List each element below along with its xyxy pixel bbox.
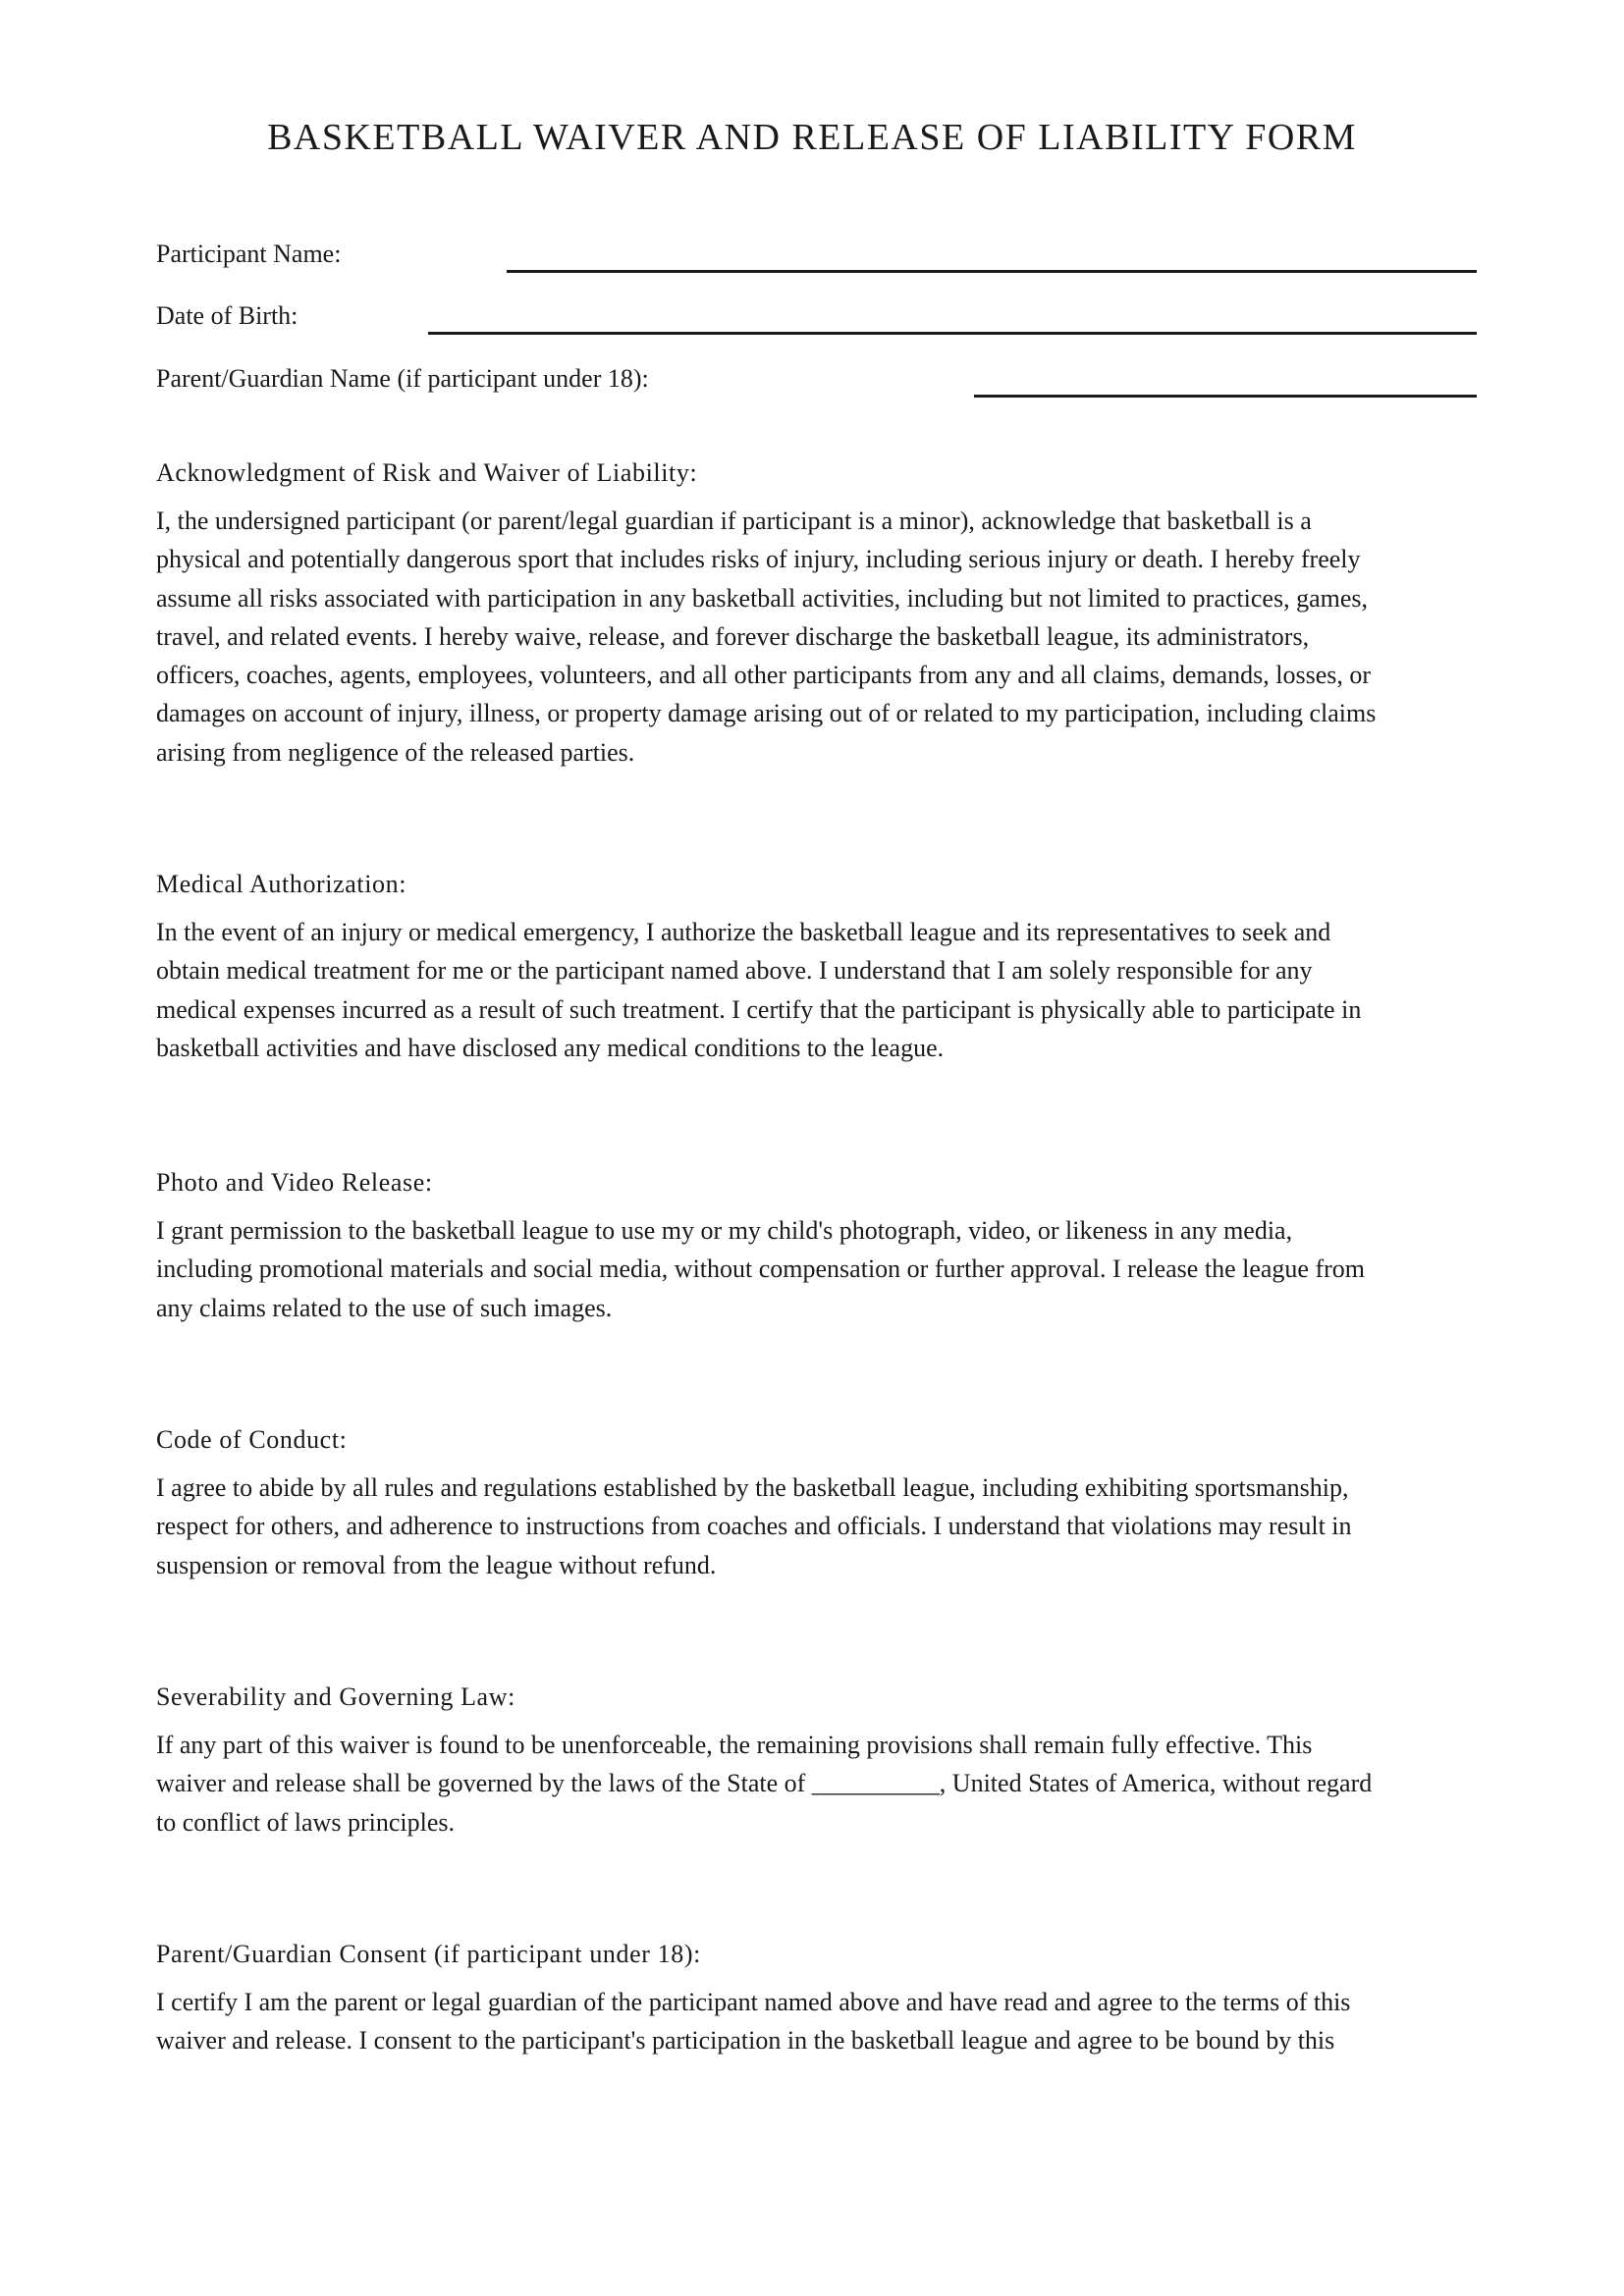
photo-section — [156, 1168, 1477, 1327]
risk-heading: Acknowledgment of Risk and Waiver of Liability: — [156, 458, 698, 487]
law-section — [156, 1682, 1477, 1842]
risk-body: I, the undersigned participant (or parent/legal guardian if participant is a minor), acknowledge that basketball is a physical and potentially dangerous sport that includes risks of injury, including serious injury or death. I hereby freely assume all risks associated with participation in any basketball activities, including but not limited to practices, games, travel, and related events. I hereby waive, release, and forever discharge the basketball league, its administrators, officers, coaches, agents, employees, volunteers, and all other participants from any and all claims, demands, losses, or damages on account of injury, illness, or property damage arising out of or related to my participation, including claims arising from negligence of the released parties. — [156, 507, 1377, 767]
consent-heading: Parent/Guardian Consent (if participant under 18): — [156, 1940, 701, 1968]
guardian-name-field[interactable] — [974, 395, 1477, 398]
participant-name-row — [156, 240, 1477, 279]
date-of-birth-row — [156, 301, 1477, 341]
date-of-birth-field[interactable] — [428, 332, 1477, 335]
medical-body: In the event of an injury or medical emergency, I authorize the basketball league and its representatives to seek and obtain medical treatment for me or the participant named above. I understand that I am solely responsible for any medical expenses incurred as a result of such treatment. I certify that the participant is physically able to participate in basketball activities and have disclosed any medical conditions to the league. — [156, 918, 1362, 1062]
document-title: BASKETBALL WAIVER AND RELEASE OF LIABILITY FORM — [267, 117, 1357, 158]
conduct-section — [156, 1425, 1477, 1584]
medical-section — [156, 870, 1477, 1067]
guardian-name-label: Parent/Guardian Name (if participant under 18): — [156, 364, 649, 393]
law-heading: Severability and Governing Law: — [156, 1682, 515, 1711]
photo-heading: Photo and Video Release: — [156, 1168, 433, 1197]
consent-body: I certify I am the parent or legal guardian of the participant named above and have read and agree to the terms of this waiver and release. I consent to the participant's participation in the basketball league and agree to be bound by this — [156, 1988, 1351, 2056]
participant-name-label: Participant Name: — [156, 240, 342, 268]
date-of-birth-label: Date of Birth: — [156, 301, 298, 330]
conduct-body: I agree to abide by all rules and regulations established by the basketball league, including exhibiting sportsmanship, respect for others, and adherence to instructions from coaches and officials. I understand that violations may result in suspension or removal from the league without refund. — [156, 1473, 1352, 1579]
participant-name-field[interactable] — [507, 270, 1477, 273]
guardian-name-row — [156, 364, 1477, 403]
conduct-heading: Code of Conduct: — [156, 1425, 348, 1454]
medical-heading: Medical Authorization: — [156, 870, 407, 898]
risk-section — [156, 458, 1477, 772]
photo-body: I grant permission to the basketball league to use my or my child's photograph, video, or likeness in any media, including promotional materials and social media, without compensation or further approval. I release the league from any claims related to the use of such images. — [156, 1216, 1365, 1322]
consent-section — [156, 1940, 1477, 2060]
law-body: If any part of this waiver is found to be unenforceable, the remaining provisions shall remain fully effective. This waiver and release shall be governed by the laws of the State of __________, United States of America, without regard to conflict of laws principles. — [156, 1731, 1373, 1837]
